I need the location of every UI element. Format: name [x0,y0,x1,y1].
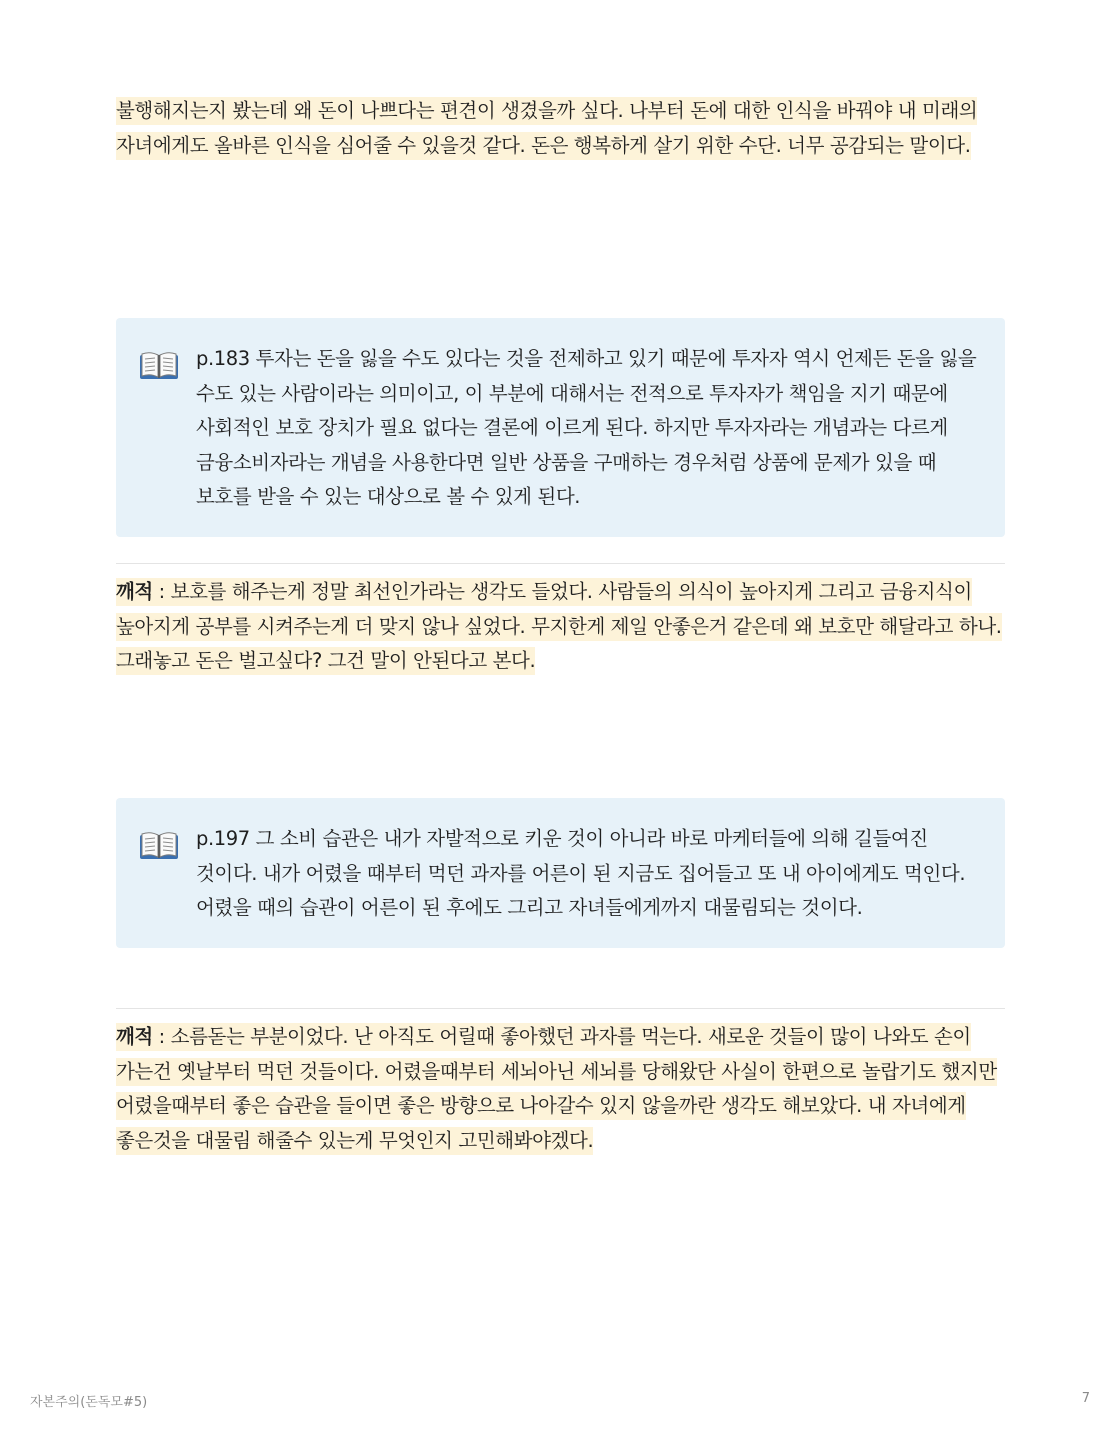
paragraph-text: : 소름돋는 부분이었다. 난 아직도 어릴때 좋아했던 과자를 먹는다. 새로운 것들이 많이 나와도 손이 가는건 옛날부터 먹던 것들이다. 어렸을때부터 세뇌아닌 세뇌를 당해왔단 사실이 한편으로 놀랍기도 했지만 어렸을때부터 좋은 습관을 들이면 좋은 방향으로 나아갈수 있지 않을까란 생각도 해보았다. 내 자녀에게 좋은것을 대물림 해줄수 있는게 무엇인지 고민해봐야겠다. [116,1023,997,1155]
open-book-icon [139,831,179,861]
paragraph-text: : 보호를 해주는게 정말 최선인가라는 생각도 들었다. 사람들의 의식이 높아지게 그리고 금융지식이 높아지게 공부를 시켜주는게 더 맞지 않나 싶었다. 무지한게 제일 안좋은거 같은데 왜 보호만 해달라고 하나. 그래놓고 돈은 벌고싶다? 그건 말이 안된다고 본다. [116,578,1002,675]
highlighted-paragraph [116,1020,1005,1158]
open-book-icon [139,351,179,381]
divider [116,563,1005,564]
footer-title: 자본주의(돈독모#5) [30,1395,148,1410]
comment-label: 깨적 [116,578,153,606]
highlighted-paragraph [116,94,1005,163]
highlighted-paragraph [116,575,1005,679]
comment-label: 깨적 [116,1023,153,1051]
divider [116,1008,1005,1009]
quote-text: p.183 투자는 돈을 잃을 수도 있다는 것을 전제하고 있기 때문에 투자자 역시 언제든 돈을 잃을 수도 있는 사람이라는 의미이고, 이 부분에 대해서는 전적으로 투자자가 책임을 지기 때문에 사회적인 보호 장치가 필요 없다는 결론에 이르게 된다. 하지만 투자자라는 개념과는 다르게 금융소비자라는 개념을 사용한다면 일반 상품을 구매하는 경우처럼 상품에 문제가 있을 때 보호를 받을 수 있는 대상으로 볼 수 있게 된다. [196,347,977,508]
paragraph-text: 불행해지는지 봤는데 왜 돈이 나쁘다는 편견이 생겼을까 싶다. 나부터 돈에 대한 인식을 바꿔야 내 미래의 자녀에게도 올바른 인식을 심어줄 수 있을것 같다. 돈은 행복하게 살기 위한 수단. 너무 공감되는 말이다. [116,97,977,160]
page-number: 7 [1081,1391,1090,1406]
quote-callout [116,318,1005,537]
quote-text: p.197 그 소비 습관은 내가 자발적으로 키운 것이 아니라 바로 마케터들에 의해 길들여진 것이다. 내가 어렸을 때부터 먹던 과자를 어른이 된 지금도 집어들고 또 내 아이에게도 먹인다. 어렸을 때의 습관이 어른이 된 후에도 그리고 자녀들에게까지 대물림되는 것이다. [196,827,966,919]
quote-callout [116,798,1005,948]
